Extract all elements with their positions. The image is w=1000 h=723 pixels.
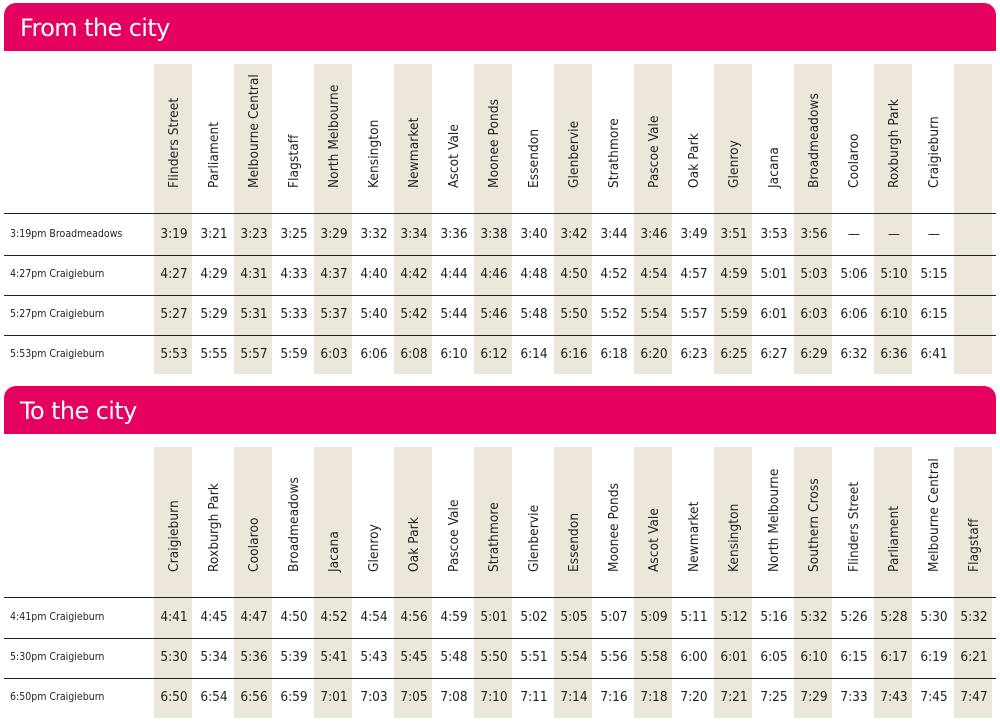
station-name: Roxburgh Park (206, 483, 222, 572)
departure-time: 3:44 (600, 226, 628, 242)
station-name: North Melbourne (766, 468, 782, 572)
departure-time: 4:31 (240, 266, 268, 282)
departure-time: 6:06 (840, 306, 868, 322)
trip-label: 5:53pm Craigieburn (10, 348, 105, 360)
departure-time: 5:40 (360, 306, 388, 322)
station-name: Kensington (726, 503, 742, 572)
departure-time: 7:11 (520, 689, 548, 705)
station-name: Jacana (326, 531, 342, 572)
departure-time: 7:14 (560, 689, 588, 705)
station-header-kensington (714, 447, 754, 596)
departure-time: 5:36 (240, 649, 268, 665)
departure-time: 3:29 (320, 226, 348, 242)
station-name: Moonee Ponds (486, 98, 502, 188)
departure-time: 5:31 (240, 306, 268, 322)
departure-time: 6:05 (760, 649, 788, 665)
row-divider (4, 597, 996, 598)
departure-time: 6:14 (520, 346, 548, 362)
departure-time: 4:42 (400, 266, 428, 282)
departure-time: 4:27 (160, 266, 188, 282)
departure-time: 5:55 (200, 346, 228, 362)
station-name: Melbourne Central (926, 458, 942, 572)
station-name: Essendon (566, 512, 582, 572)
station-name: Roxburgh Park (886, 99, 902, 188)
departure-time: 4:37 (320, 266, 348, 282)
station-name: Ascot Vale (646, 508, 662, 572)
station-header-ascot-vale (634, 447, 674, 596)
departure-time: 5:48 (520, 306, 548, 322)
departure-time: 5:12 (720, 609, 748, 625)
departure-time: 5:15 (920, 266, 948, 282)
departure-time: 5:32 (800, 609, 828, 625)
departure-time: 5:52 (600, 306, 628, 322)
station-header-glenbervie (514, 447, 554, 596)
departure-time: 5:53 (160, 346, 188, 362)
station-header-flinders-street (834, 447, 874, 596)
departure-time: 7:43 (880, 689, 908, 705)
departure-time: 5:58 (640, 649, 668, 665)
station-header-southern-cross (794, 447, 834, 596)
departure-time: 6:36 (880, 346, 908, 362)
station-name: Ascot Vale (446, 124, 462, 188)
departure-time: 4:40 (360, 266, 388, 282)
station-name: Flagstaff (966, 518, 982, 572)
departure-time: 5:29 (200, 306, 228, 322)
station-header-broadmeadows (274, 447, 314, 596)
departure-time: 5:09 (640, 609, 668, 625)
departure-time: 5:37 (320, 306, 348, 322)
departure-time: 6:32 (840, 346, 868, 362)
station-name: Kensington (366, 119, 382, 188)
station-name: Craigieburn (926, 116, 942, 188)
departure-time: 4:50 (280, 609, 308, 625)
station-header-strathmore (474, 447, 514, 596)
departure-time: 5:28 (880, 609, 908, 625)
departure-time: — (887, 226, 901, 242)
departure-time: 5:50 (480, 649, 508, 665)
departure-time: 4:56 (400, 609, 428, 625)
departure-time: 7:47 (960, 689, 988, 705)
station-name: Coolaroo (846, 133, 862, 188)
departure-time: 6:06 (360, 346, 388, 362)
departure-time: 6:17 (880, 649, 908, 665)
departure-time: 4:59 (440, 609, 468, 625)
station-name: Parliament (886, 505, 902, 572)
station-name: Craigieburn (166, 500, 182, 572)
departure-time: 6:08 (400, 346, 428, 362)
departure-time: 5:27 (160, 306, 188, 322)
station-header-flagstaff (954, 447, 994, 596)
station-name: Flinders Street (846, 481, 862, 572)
station-name: Glenroy (366, 524, 382, 572)
departure-time: 6:16 (560, 346, 588, 362)
station-name: Flinders Street (166, 97, 182, 188)
departure-time: 4:50 (560, 266, 588, 282)
departure-time: 6:01 (720, 649, 748, 665)
departure-time: 7:18 (640, 689, 668, 705)
departure-time: 6:41 (920, 346, 948, 362)
departure-time: 5:51 (520, 649, 548, 665)
departure-time: 5:59 (280, 346, 308, 362)
station-name: Moonee Ponds (606, 482, 622, 572)
station-name: Oak Park (406, 517, 422, 572)
departure-time: 7:08 (440, 689, 468, 705)
departure-time: 6:25 (720, 346, 748, 362)
station-name: Pascoe Vale (446, 499, 462, 572)
from-city-title: From the city (20, 14, 170, 42)
departure-time: 5:46 (480, 306, 508, 322)
departure-time: 6:59 (280, 689, 308, 705)
departure-time: 7:01 (320, 689, 348, 705)
trip-label: 3:19pm Broadmeadows (10, 228, 123, 240)
departure-time: 6:10 (880, 306, 908, 322)
departure-time: 7:33 (840, 689, 868, 705)
departure-time: — (847, 226, 861, 242)
departure-time: 4:59 (720, 266, 748, 282)
departure-time: 7:25 (760, 689, 788, 705)
departure-time: 6:29 (800, 346, 828, 362)
station-name: Pascoe Vale (646, 115, 662, 188)
departure-time: 3:53 (760, 226, 788, 242)
departure-time: 3:38 (480, 226, 508, 242)
departure-time: 5:50 (560, 306, 588, 322)
station-name: Strathmore (486, 502, 502, 572)
station-header-craigieburn (154, 447, 194, 596)
departure-time: 5:39 (280, 649, 308, 665)
station-name: Strathmore (606, 118, 622, 188)
departure-time: 5:57 (240, 346, 268, 362)
station-header-parliament (874, 447, 914, 596)
departure-time: 5:10 (880, 266, 908, 282)
departure-time: 6:00 (680, 649, 708, 665)
departure-time: 3:25 (280, 226, 308, 242)
departure-time: 3:40 (520, 226, 548, 242)
departure-time: 7:20 (680, 689, 708, 705)
station-header-glenroy (354, 447, 394, 596)
departure-time: 6:18 (600, 346, 628, 362)
departure-time: 3:49 (680, 226, 708, 242)
station-name: Melbourne Central (246, 74, 262, 188)
departure-time: 7:05 (400, 689, 428, 705)
departure-time: 4:41 (160, 609, 188, 625)
station-header-pascoe-vale (434, 447, 474, 596)
departure-time: 4:52 (600, 266, 628, 282)
departure-time: 5:01 (760, 266, 788, 282)
departure-time: 4:33 (280, 266, 308, 282)
departure-time: 4:47 (240, 609, 268, 625)
departure-time: 5:32 (960, 609, 988, 625)
departure-time: 7:21 (720, 689, 748, 705)
departure-time: 4:57 (680, 266, 708, 282)
departure-time: 3:32 (360, 226, 388, 242)
departure-time: 5:30 (920, 609, 948, 625)
departure-time: 7:03 (360, 689, 388, 705)
departure-time: 3:21 (200, 226, 228, 242)
departure-time: 4:52 (320, 609, 348, 625)
departure-time: 5:07 (600, 609, 628, 625)
departure-time: 5:01 (480, 609, 508, 625)
station-header-roxburgh-park (194, 447, 234, 596)
station-name: Broadmeadows (286, 477, 302, 572)
departure-time: 6:56 (240, 689, 268, 705)
departure-time: 7:29 (800, 689, 828, 705)
departure-time: 4:54 (360, 609, 388, 625)
departure-time: 6:15 (840, 649, 868, 665)
departure-time: 4:54 (640, 266, 668, 282)
station-name: Parliament (206, 121, 222, 188)
departure-time: 6:03 (800, 306, 828, 322)
departure-time: 5:43 (360, 649, 388, 665)
departure-time: 5:33 (280, 306, 308, 322)
departure-time: 6:10 (440, 346, 468, 362)
departure-time: 3:19 (160, 226, 188, 242)
departure-time: 3:56 (800, 226, 828, 242)
departure-time: 5:44 (440, 306, 468, 322)
departure-time: 6:15 (920, 306, 948, 322)
to-city-title: To the city (20, 397, 137, 425)
station-header-oak-park (394, 447, 434, 596)
station-header-coolaroo (234, 447, 274, 596)
departure-time: 5:59 (720, 306, 748, 322)
departure-time: 4:45 (200, 609, 228, 625)
departure-time: 5:56 (600, 649, 628, 665)
departure-time: 6:23 (680, 346, 708, 362)
trip-label: 4:27pm Craigieburn (10, 268, 105, 280)
departure-time: 3:51 (720, 226, 748, 242)
station-header-essendon (554, 447, 594, 596)
departure-time: 6:54 (200, 689, 228, 705)
departure-time: 5:03 (800, 266, 828, 282)
departure-time: 6:19 (920, 649, 948, 665)
departure-time: 5:42 (400, 306, 428, 322)
departure-time: 4:48 (520, 266, 548, 282)
departure-time: 7:10 (480, 689, 508, 705)
departure-time: 5:41 (320, 649, 348, 665)
departure-time: 5:48 (440, 649, 468, 665)
departure-time: 3:23 (240, 226, 268, 242)
station-name: Glenbervie (526, 504, 542, 572)
station-name: Coolaroo (246, 517, 262, 572)
departure-time: 4:44 (440, 266, 468, 282)
departure-time: 3:46 (640, 226, 668, 242)
station-name: Southern Cross (806, 478, 822, 572)
station-header-melbourne-central (914, 447, 954, 596)
station-header-jacana (314, 447, 354, 596)
departure-time: 4:46 (480, 266, 508, 282)
trip-label: 6:50pm Craigieburn (10, 691, 105, 703)
departure-time: 5:05 (560, 609, 588, 625)
departure-time: 5:45 (400, 649, 428, 665)
station-header-moonee-ponds (594, 447, 634, 596)
departure-time: 3:42 (560, 226, 588, 242)
departure-time: 6:50 (160, 689, 188, 705)
departure-time: 5:54 (560, 649, 588, 665)
departure-time: 5:57 (680, 306, 708, 322)
departure-time: 4:29 (200, 266, 228, 282)
station-header-north-melbourne (754, 447, 794, 596)
departure-time: 5:02 (520, 609, 548, 625)
departure-time: 6:12 (480, 346, 508, 362)
departure-time: 5:34 (200, 649, 228, 665)
departure-time: 5:06 (840, 266, 868, 282)
departure-time: 6:20 (640, 346, 668, 362)
departure-time: 5:26 (840, 609, 868, 625)
station-name: Essendon (526, 128, 542, 188)
row-divider (4, 638, 996, 639)
departure-time: 6:10 (800, 649, 828, 665)
station-name: Oak Park (686, 133, 702, 188)
trip-label: 5:27pm Craigieburn (10, 308, 105, 320)
departure-time: 6:03 (320, 346, 348, 362)
station-name: Glenbervie (566, 120, 582, 188)
station-header-newmarket (674, 447, 714, 596)
departure-time: 5:11 (680, 609, 708, 625)
departure-time: 6:27 (760, 346, 788, 362)
departure-time: 3:36 (440, 226, 468, 242)
row-divider (4, 678, 996, 679)
station-name: Newmarket (406, 117, 422, 188)
station-name: Flagstaff (286, 134, 302, 188)
departure-time: 5:16 (760, 609, 788, 625)
station-name: Broadmeadows (806, 93, 822, 188)
departure-time: 5:30 (160, 649, 188, 665)
departure-time: 7:16 (600, 689, 628, 705)
trip-label: 4:41pm Craigieburn (10, 611, 105, 623)
station-name: Newmarket (686, 501, 702, 572)
station-name: Glenroy (726, 140, 742, 188)
station-name: Jacana (766, 147, 782, 188)
trip-label: 5:30pm Craigieburn (10, 651, 105, 663)
departure-time: 6:01 (760, 306, 788, 322)
departure-time: 7:45 (920, 689, 948, 705)
departure-time: 5:54 (640, 306, 668, 322)
departure-time: 3:34 (400, 226, 428, 242)
departure-time: — (927, 226, 941, 242)
departure-time: 6:21 (960, 649, 988, 665)
station-name: North Melbourne (326, 84, 342, 188)
